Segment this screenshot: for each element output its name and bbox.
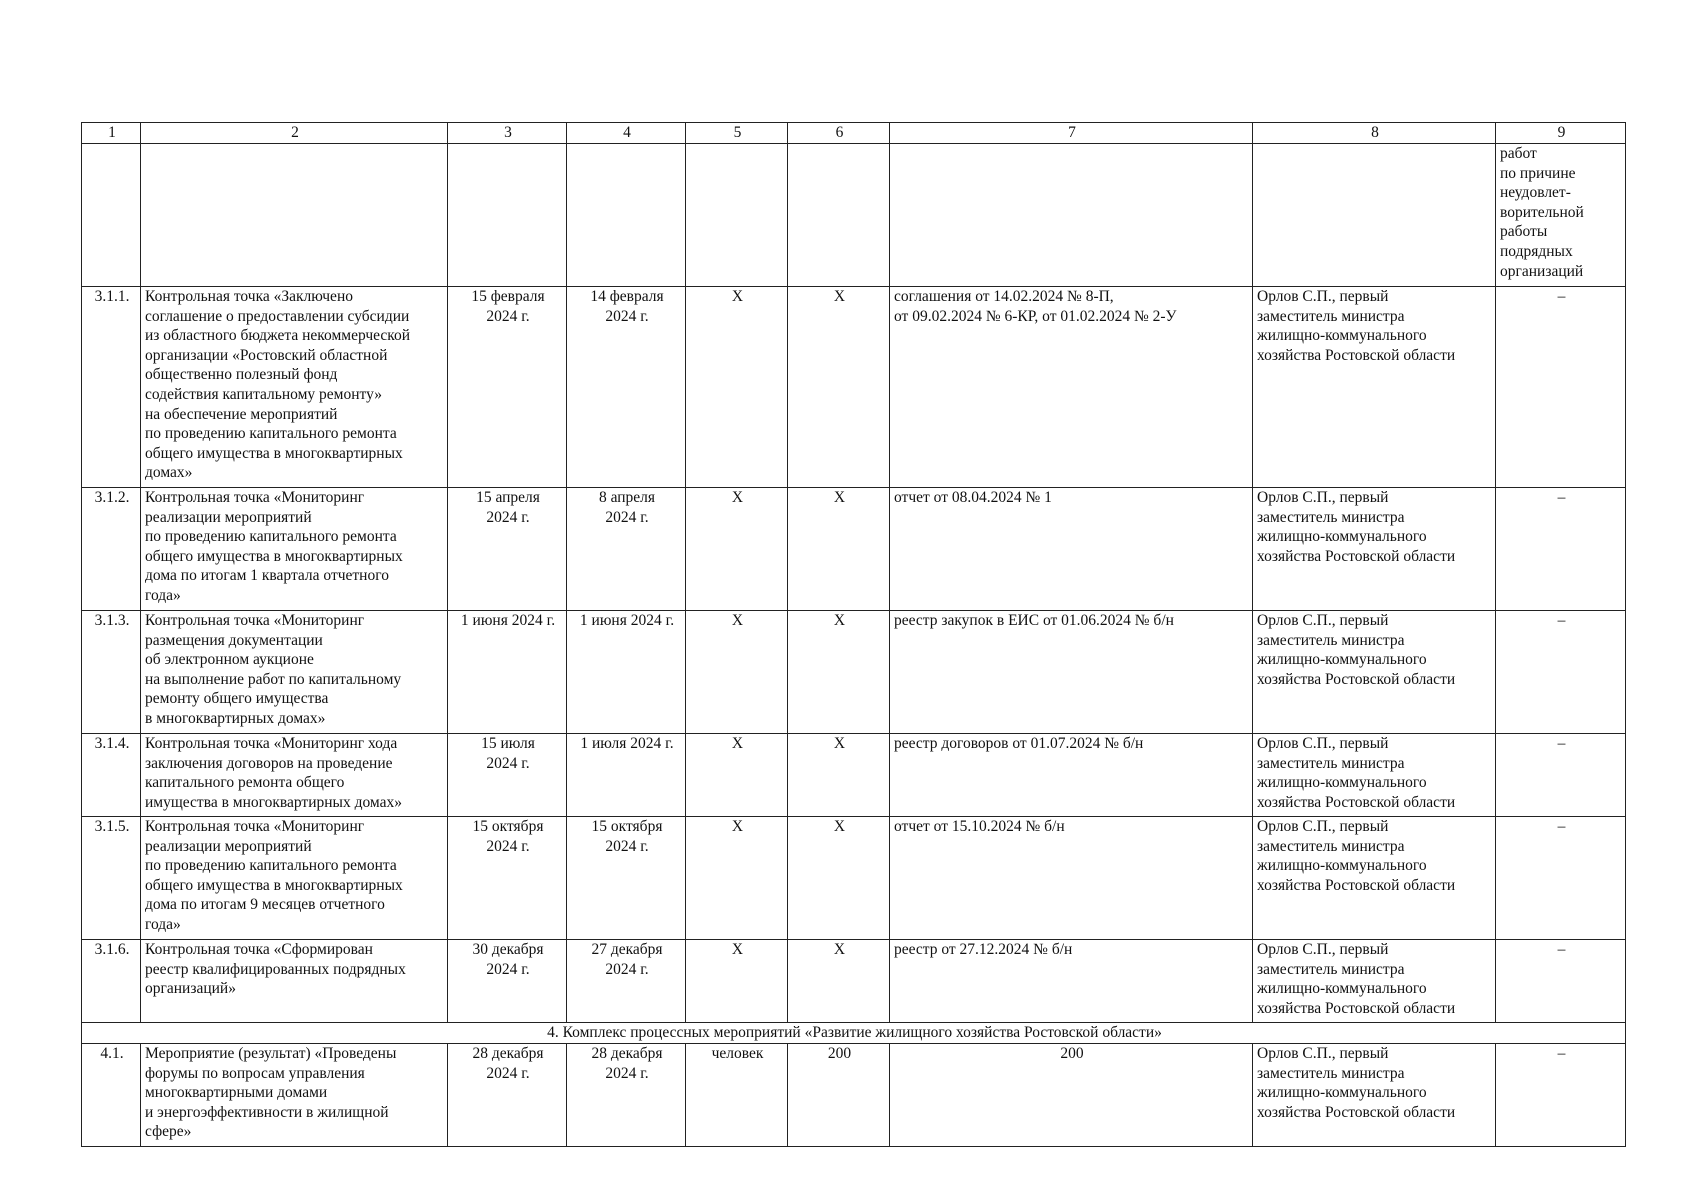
table-row [82,734,1626,817]
value: X [788,734,890,817]
unit: X [686,940,788,1023]
plan-date: 30 декабря 2024 г. [448,940,567,1023]
table-row [82,940,1626,1023]
note: – [1496,940,1626,1023]
continuation-row [82,144,1626,287]
column-number: 1 [82,123,141,144]
unit: X [686,611,788,734]
document: соглашения от 14.02.2024 № 8-П, от 09.02.2024 № 6-КР, от 01.02.2024 № 2-У [890,287,1253,488]
event-name: Контрольная точка «Мониторинг хода заключения договоров на проведение капитального ремонта общего имущества в многоквартирных домах» [141,734,448,817]
row-number: 3.1.6. [82,940,141,1023]
row-number: 3.1.4. [82,734,141,817]
document: реестр от 27.12.2024 № б/н [890,940,1253,1023]
empty-cell [1253,144,1496,287]
responsible: Орлов С.П., первый заместитель министра жилищно-коммунального хозяйства Ростовской области [1253,734,1496,817]
event-name: Контрольная точка «Сформирован реестр квалифицированных подрядных организаций» [141,940,448,1023]
report-table [81,122,1626,1147]
value: X [788,940,890,1023]
plan-date: 15 июля 2024 г. [448,734,567,817]
row-number: 4.1. [82,1044,141,1147]
value: 200 [788,1044,890,1147]
empty-cell [686,144,788,287]
responsible: Орлов С.П., первый заместитель министра жилищно-коммунального хозяйства Ростовской области [1253,611,1496,734]
fact-date: 1 июля 2024 г. [567,734,686,817]
plan-date: 28 декабря 2024 г. [448,1044,567,1147]
event-name: Контрольная точка «Мониторинг размещения документации об электронном аукционе на выполнение работ по капитальному ремонту общего имущества в многоквартирных домах» [141,611,448,734]
empty-cell [82,144,141,287]
row-number: 3.1.5. [82,817,141,940]
table-row [82,611,1626,734]
empty-cell [141,144,448,287]
note: – [1496,817,1626,940]
value: X [788,488,890,611]
table-row [82,1044,1626,1147]
event-name: Контрольная точка «Заключено соглашение о предоставлении субсидии из областного бюджета некоммерческой организации «Ростовский областной общественно полезный фонд содействия капитальному ремонту» на обеспечение мероприятий по проведению капитального ремонта общего имущества в многоквартирных домах» [141,287,448,488]
event-name: Контрольная точка «Мониторинг реализации мероприятий по проведению капитального ремонта общего имущества в многоквартирных дома по итогам 9 месяцев отчетного года» [141,817,448,940]
column-number: 8 [1253,123,1496,144]
responsible: Орлов С.П., первый заместитель министра жилищно-коммунального хозяйства Ростовской области [1253,488,1496,611]
table-row [82,817,1626,940]
unit: X [686,287,788,488]
empty-cell [788,144,890,287]
event-name: Контрольная точка «Мониторинг реализации мероприятий по проведению капитального ремонта общего имущества в многоквартирных дома по итогам 1 квартала отчетного года» [141,488,448,611]
section-row [82,1023,1626,1044]
document: 200 [890,1044,1253,1147]
fact-date: 14 февраля 2024 г. [567,287,686,488]
event-name: Мероприятие (результат) «Проведены форумы по вопросам управления многоквартирными домами и энергоэффективности в жилищной сфере» [141,1044,448,1147]
document: реестр закупок в ЕИС от 01.06.2024 № б/н [890,611,1253,734]
row-number: 3.1.2. [82,488,141,611]
unit: X [686,488,788,611]
document: отчет от 08.04.2024 № 1 [890,488,1253,611]
unit: человек [686,1044,788,1147]
column-number: 3 [448,123,567,144]
value: X [788,817,890,940]
plan-date: 15 февраля 2024 г. [448,287,567,488]
column-number: 2 [141,123,448,144]
plan-date: 1 июня 2024 г. [448,611,567,734]
note: – [1496,734,1626,817]
column-number: 9 [1496,123,1626,144]
fact-date: 27 декабря 2024 г. [567,940,686,1023]
empty-cell [567,144,686,287]
column-number: 4 [567,123,686,144]
empty-cell [448,144,567,287]
note: – [1496,611,1626,734]
responsible: Орлов С.П., первый заместитель министра жилищно-коммунального хозяйства Ростовской области [1253,817,1496,940]
note: – [1496,287,1626,488]
fact-date: 28 декабря 2024 г. [567,1044,686,1147]
note-cell: работ по причине неудовлет- ворительной работы подрядных организаций [1496,144,1626,287]
note: – [1496,1044,1626,1147]
column-number: 7 [890,123,1253,144]
table-row [82,488,1626,611]
responsible: Орлов С.П., первый заместитель министра жилищно-коммунального хозяйства Ростовской области [1253,940,1496,1023]
responsible: Орлов С.П., первый заместитель министра жилищно-коммунального хозяйства Ростовской области [1253,1044,1496,1147]
section-title: 4. Комплекс процессных мероприятий «Развитие жилищного хозяйства Ростовской области» [82,1023,1626,1044]
value: X [788,287,890,488]
table-row [82,287,1626,488]
plan-date: 15 октября 2024 г. [448,817,567,940]
column-number-row [82,123,1626,144]
document: отчет от 15.10.2024 № б/н [890,817,1253,940]
empty-cell [890,144,1253,287]
fact-date: 15 октября 2024 г. [567,817,686,940]
row-number: 3.1.1. [82,287,141,488]
fact-date: 8 апреля 2024 г. [567,488,686,611]
responsible: Орлов С.П., первый заместитель министра жилищно-коммунального хозяйства Ростовской области [1253,287,1496,488]
unit: X [686,817,788,940]
row-number: 3.1.3. [82,611,141,734]
column-number: 6 [788,123,890,144]
document: реестр договоров от 01.07.2024 № б/н [890,734,1253,817]
fact-date: 1 июня 2024 г. [567,611,686,734]
column-number: 5 [686,123,788,144]
value: X [788,611,890,734]
plan-date: 15 апреля 2024 г. [448,488,567,611]
note: – [1496,488,1626,611]
unit: X [686,734,788,817]
